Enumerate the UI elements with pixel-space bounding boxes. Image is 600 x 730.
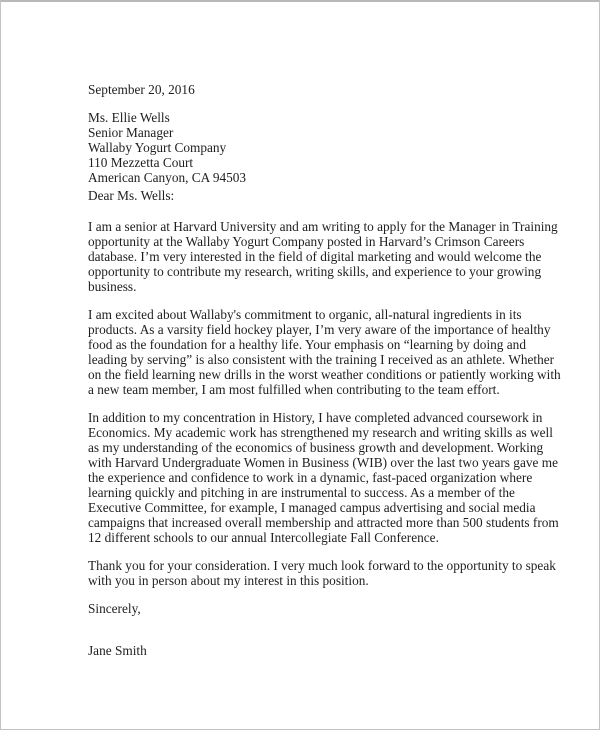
letter-line: food as the foundation for a healthy life. Your emphasis on “learning by doing and — [88, 337, 526, 352]
letter-line: learning quickly and pitching in are instrumental to success. As a member of the — [88, 485, 515, 500]
letter-line: products. As a varsity field hockey player, I’m very aware of the importance of healthy — [88, 322, 551, 337]
paragraph-4 — [88, 558, 556, 588]
letter-line: on the field learning new drills in the worst weather conditions or patiently working with — [88, 367, 561, 382]
recipient-title: Senior Manager — [88, 125, 174, 140]
paragraph-2 — [88, 307, 561, 397]
letter-line: a new team member, I am most fulfilled when contributing to the team effort. — [88, 382, 500, 397]
letter-line: as my understanding of the economics of business growth and development. Working — [88, 440, 544, 455]
paragraph-1 — [88, 219, 558, 294]
letter-line: Executive Committee, for example, I managed campus advertising and social media — [88, 500, 536, 515]
letter-line: In addition to my concentration in History, I have completed advanced coursework in — [88, 410, 543, 425]
letter-line: campaigns that increased overall membership and attracted more than 500 students from — [88, 515, 559, 530]
closing: Sincerely, — [88, 601, 141, 616]
paragraph-3 — [88, 410, 559, 545]
letter-line: I am a senior at Harvard University and am writing to apply for the Manager in Training — [88, 219, 558, 234]
letter-line: Economics. My academic work has strengthened my research and writing skills as well — [88, 425, 553, 440]
letter-line: opportunity to contribute my research, writing skills, and experience to your growing — [88, 264, 542, 279]
recipient-street: 110 Mezzetta Court — [88, 155, 194, 170]
salutation: Dear Ms. Wells: — [88, 188, 175, 203]
letter-line: leading by serving” is also consistent with the training I received as an athlete. Whether — [88, 352, 555, 367]
letter-content — [88, 82, 561, 658]
letter-line: business. — [88, 279, 137, 294]
letter-line: opportunity at the Wallaby Yogurt Company posted in Harvard’s Crimson Careers — [88, 234, 525, 249]
letter-line: 12 different schools to our annual Intercollegiate Fall Conference. — [88, 530, 439, 545]
date-line: September 20, 2016 — [88, 82, 195, 97]
letter-line: database. I’m very interested in the field of digital marketing and would welcome the — [88, 249, 542, 264]
recipient-name: Ms. Ellie Wells — [88, 110, 170, 125]
letter-line: the experience and confidence to work in a dynamic, fast-paced organization where — [88, 470, 533, 485]
letter-line: I am excited about Wallaby's commitment to organic, all-natural ingredients in its — [88, 307, 522, 322]
letter-line: Thank you for your consideration. I very much look forward to the opportunity to speak — [88, 558, 556, 573]
recipient-address-block — [88, 110, 548, 185]
recipient-company: Wallaby Yogurt Company — [88, 140, 227, 155]
signature-name: Jane Smith — [88, 643, 147, 658]
letter-line: with Harvard Undergraduate Women in Business (WIB) over the last two years gave me — [88, 455, 558, 470]
recipient-city-state-zip: American Canyon, CA 94503 — [88, 170, 247, 185]
letter-line: with you in person about my interest in this position. — [88, 573, 369, 588]
